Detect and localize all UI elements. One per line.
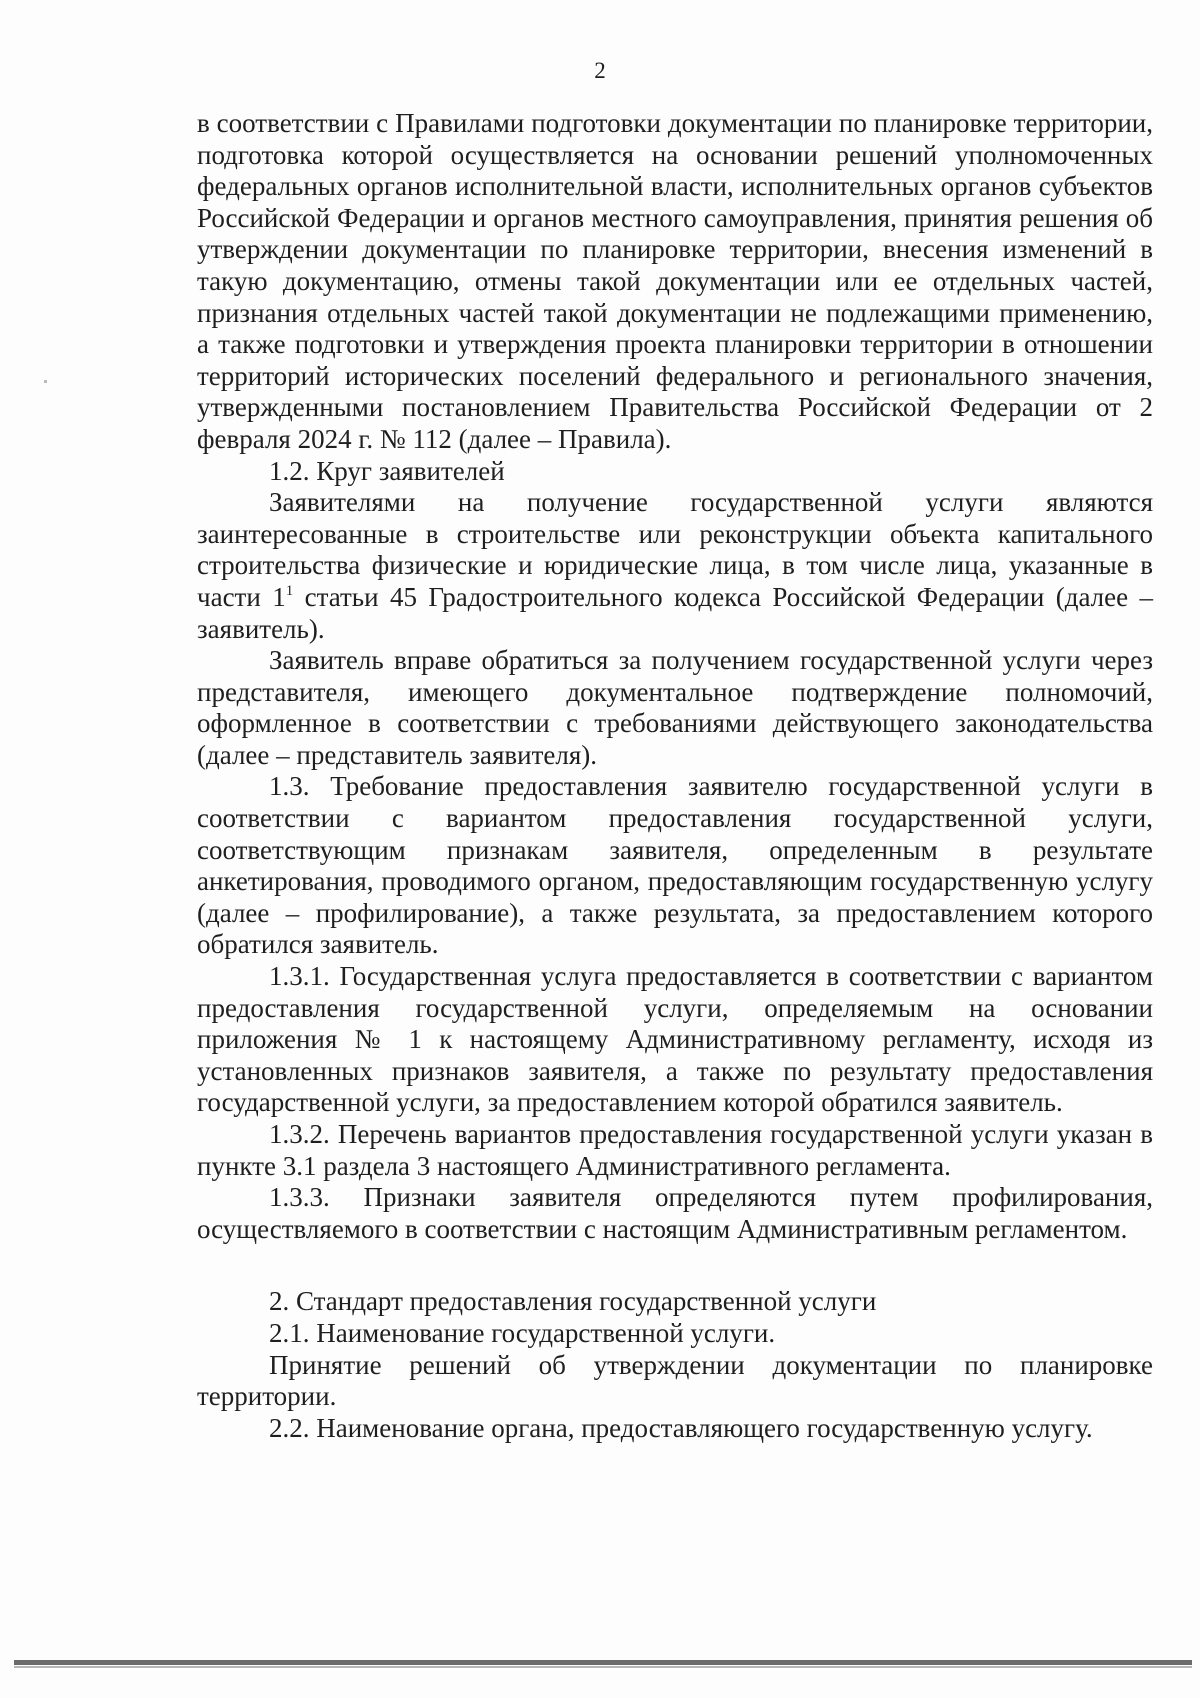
paragraph-representative: Заявитель вправе обратиться за получением государственной услуги через представителя, имеющего документальное подтверждение полномочий, оформленное в соответствии с требованиями действующего законодательства (далее – представитель заявителя). bbox=[197, 645, 1153, 770]
paragraph-applicants-text-end: статьи 45 Градостроительного кодекса Российской Федерации (далее – заявитель). bbox=[197, 581, 1153, 644]
heading-2: 2. Стандарт предоставления государственной услуги bbox=[269, 1286, 877, 1317]
paragraph-applicants bbox=[197, 487, 1153, 645]
page-number: 2 bbox=[594, 58, 606, 83]
bottom-edge-line bbox=[14, 1660, 1192, 1665]
section-gap bbox=[197, 1245, 1153, 1286]
heading-1-2: 1.2. Круг заявителей bbox=[269, 455, 505, 486]
bottom-edge-shadow bbox=[14, 1666, 1192, 1668]
document-body bbox=[197, 108, 1153, 1444]
heading-2-2: 2.2. Наименование органа, предоставляющего государственную услугу. bbox=[269, 1412, 1093, 1443]
paragraph-1-3-1: 1.3.1. Государственная услуга предоставляется в соответствии с вариантом предоставления государственной услуги, определяемым на основании приложения № 1 к настоящему Административному регламенту, исходя из установленных признаков заявителя, а также по результату предоставления государственной услуги, за предоставлением которой обратился заявитель. bbox=[197, 961, 1153, 1118]
paragraph-1-3-3: 1.3.3. Признаки заявителя определяются путем профилирования, осуществляемого в соответствии с настоящим Административным регламентом. bbox=[197, 1182, 1153, 1244]
paragraph-service-name: Принятие решений об утверждении документации по планировке территории. bbox=[197, 1349, 1153, 1412]
paragraph-1-3: 1.3. Требование предоставления заявителю государственной услуги в соответствии с вариантом предоставления государственной услуги, соответствующим признакам заявителя, определенным в результате анкетирования, проводимого органом, предоставляющим государственную услугу (далее – профилирование), а также результата, за предоставлением которого обратился заявитель. bbox=[197, 771, 1153, 960]
heading-2-1: 2.1. Наименование государственной услуги. bbox=[269, 1317, 776, 1348]
superscript: 1 bbox=[285, 582, 294, 599]
paragraph-1: в соответствии с Правилами подготовки документации по планировке территории, подготовка которой осуществляется на основании решений уполномоченных федеральных органов исполнительной власти, исполнительных органов субъектов Российской Федерации и органов местного самоуправления, принятия решения об утверждении документации по планировке территории, внесения изменений в такую документацию, отмены такой документации или ее отдельных частей, признания отдельных частей такой документации не подлежащими применению, а также подготовки и утверждения проекта планировки территории в отношении территорий исторических поселений федерального и регионального значения, утвержденными постановлением Правительства Российской Федерации от 2 февраля 2024 г. № 112 (далее – Правила). bbox=[197, 108, 1153, 454]
paragraph-1-3-2: 1.3.2. Перечень вариантов предоставления государственной услуги указан в пункте 3.1 раздела 3 настоящего Административного регламента. bbox=[197, 1119, 1153, 1181]
scan-mark bbox=[44, 380, 47, 383]
paragraph-applicants-text: Заявителями на получение государственной услуги являются заинтересованные в строительстве или реконструкции объекта капитального строительства физические и юридические лица, в том числе лица, указанные в части 1 bbox=[197, 487, 1153, 612]
